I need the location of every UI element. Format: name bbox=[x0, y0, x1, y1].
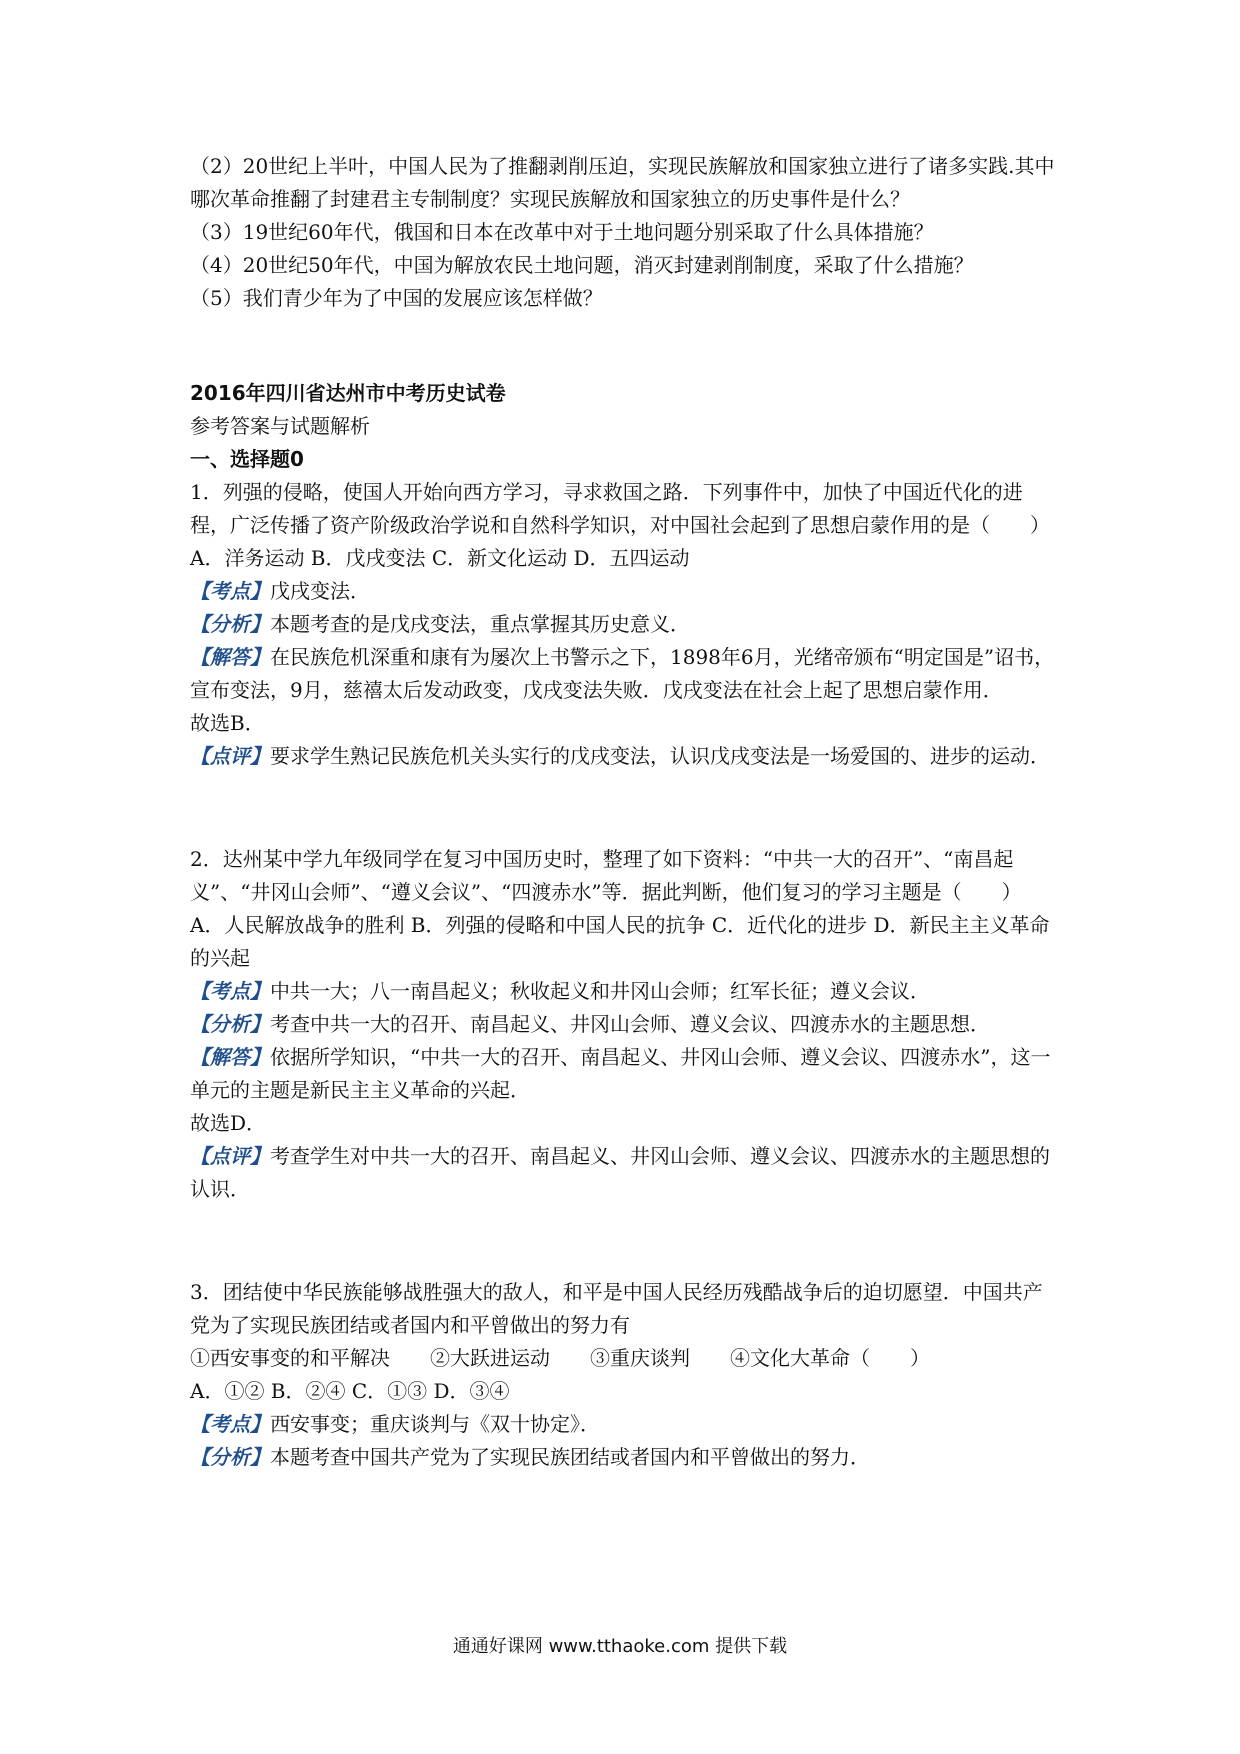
question-3-kaodian bbox=[190, 1408, 1060, 1441]
question-3-options: A．①② B．②④ C．①③ D．③④ bbox=[190, 1379, 510, 1403]
jieda-label: 【解答】 bbox=[190, 645, 270, 669]
jieda-text: 在民族危机深重和康有为屡次上书警示之下，1898年6月，光绪帝颁布“明定国是”诏书，宣布变法，9月，慈禧太后发动政变，戊戌变法失败．戊戌变法在社会上起了思想启蒙作用． bbox=[190, 645, 1055, 702]
question-part-2: （2）20世纪上半叶，中国人民为了推翻剥削压迫，实现民族解放和国家独立进行了诸多实践.其中哪次革命推翻了封建君主专制制度？实现民族解放和国家独立的历史事件是什么？ bbox=[190, 154, 1055, 211]
kaodian-text: 中共一大；八一南昌起义；秋收起义和井冈山会师；红军长征；遵义会议． bbox=[270, 979, 930, 1003]
fenxi-label: 【分析】 bbox=[190, 1445, 270, 1469]
kaodian-text: 西安事变；重庆谈判与《双十协定》． bbox=[270, 1412, 600, 1436]
question-2-fenxi bbox=[190, 1008, 1060, 1041]
question-part-4: （4）20世纪50年代，中国为解放农民土地问题，消灭封建剥削制度，采取了什么措施？ bbox=[190, 253, 974, 277]
question-part-3: （3）19世纪60年代，俄国和日本在改革中对于土地问题分别采取了什么具体措施？ bbox=[190, 220, 934, 244]
question-1 bbox=[190, 476, 1060, 773]
question-3-stem: 3．团结使中华民族能够战胜强大的敌人，和平是中国人民经历残酷战争后的迫切愿望．中国共产党为了实现民族团结或者国内和平曾做出的努力有 bbox=[190, 1280, 1043, 1337]
question-1-kaodian bbox=[190, 575, 1060, 608]
page-footer: 通通好课网 www.tthaoke.com 提供下载 bbox=[452, 1636, 788, 1657]
document-body bbox=[190, 150, 1060, 1474]
dianping-label: 【点评】 bbox=[190, 744, 270, 768]
question-2-stem: 2．达州某中学九年级同学在复习中国历史时，整理了如下资料：“中共一大的召开”、“南昌起义”、“井冈山会师”、“遵义会议”、“四渡赤水”等．据此判断，他们复习的学习主题是（ ） bbox=[190, 847, 1022, 904]
question-2-options: A．人民解放战争的胜利 B．列强的侵略和中国人民的抗争 C．近代化的进步 D．新民主主义革命的兴起 bbox=[190, 913, 1050, 970]
question-1-jieda bbox=[190, 641, 1060, 707]
kaodian-label: 【考点】 bbox=[190, 979, 270, 1003]
question-1-stem: 1．列强的侵略，使国人开始向西方学习，寻求救国之路．下列事件中，加快了中国近代化的进程，广泛传播了资产阶级政治学说和自然科学知识，对中国社会起到了思想启蒙作用的是（ ） bbox=[190, 480, 1050, 537]
question-3-fenxi bbox=[190, 1441, 1060, 1474]
question-1-answer: 故选B． bbox=[190, 711, 265, 735]
kaodian-text: 戊戌变法． bbox=[270, 579, 370, 603]
fenxi-text: 本题考查中国共产党为了实现民族团结或者国内和平曾做出的努力． bbox=[270, 1445, 870, 1469]
jieda-label: 【解答】 bbox=[190, 1045, 270, 1069]
question-3 bbox=[190, 1276, 1060, 1474]
fenxi-text: 本题考查的是戊戌变法，重点掌握其历史意义． bbox=[270, 612, 690, 636]
intro-questions bbox=[190, 150, 1060, 315]
kaodian-label: 【考点】 bbox=[190, 579, 270, 603]
jieda-text: 依据所学知识，“中共一大的召开、南昌起义、井冈山会师、遵义会议、四渡赤水”，这一单元的主题是新民主主义革命的兴起． bbox=[190, 1045, 1051, 1102]
dianping-text: 考查学生对中共一大的召开、南昌起义、井冈山会师、遵义会议、四渡赤水的主题思想的认识． bbox=[190, 1144, 1050, 1201]
question-1-fenxi bbox=[190, 608, 1060, 641]
fenxi-label: 【分析】 bbox=[190, 612, 270, 636]
exam-title: 2016年四川省达州市中考历史试卷 bbox=[190, 381, 506, 405]
question-2-jieda bbox=[190, 1041, 1060, 1107]
dianping-text: 要求学生熟记民族危机关头实行的戊戌变法，认识戊戌变法是一场爱国的、进步的运动． bbox=[270, 744, 1050, 768]
question-2 bbox=[190, 843, 1060, 1206]
question-1-options: A．洋务运动 B．戊戌变法 C．新文化运动 D．五四运动 bbox=[190, 546, 690, 570]
fenxi-label: 【分析】 bbox=[190, 1012, 270, 1036]
exam-subtitle: 参考答案与试题解析 bbox=[190, 414, 370, 438]
kaodian-label: 【考点】 bbox=[190, 1412, 270, 1436]
question-3-items: ①西安事变的和平解决 ②大跃进运动 ③重庆谈判 ④文化大革命（ ） bbox=[190, 1346, 930, 1370]
question-2-answer: 故选D． bbox=[190, 1111, 267, 1135]
dianping-label: 【点评】 bbox=[190, 1144, 270, 1168]
question-2-dianping bbox=[190, 1140, 1060, 1206]
question-1-dianping bbox=[190, 740, 1060, 773]
question-part-5: （5）我们青少年为了中国的发展应该怎样做？ bbox=[190, 286, 603, 310]
fenxi-text: 考查中共一大的召开、南昌起义、井冈山会师、遵义会议、四渡赤水的主题思想． bbox=[270, 1012, 990, 1036]
section-heading: 一、选择题0 bbox=[190, 447, 304, 471]
question-2-kaodian bbox=[190, 975, 1060, 1008]
